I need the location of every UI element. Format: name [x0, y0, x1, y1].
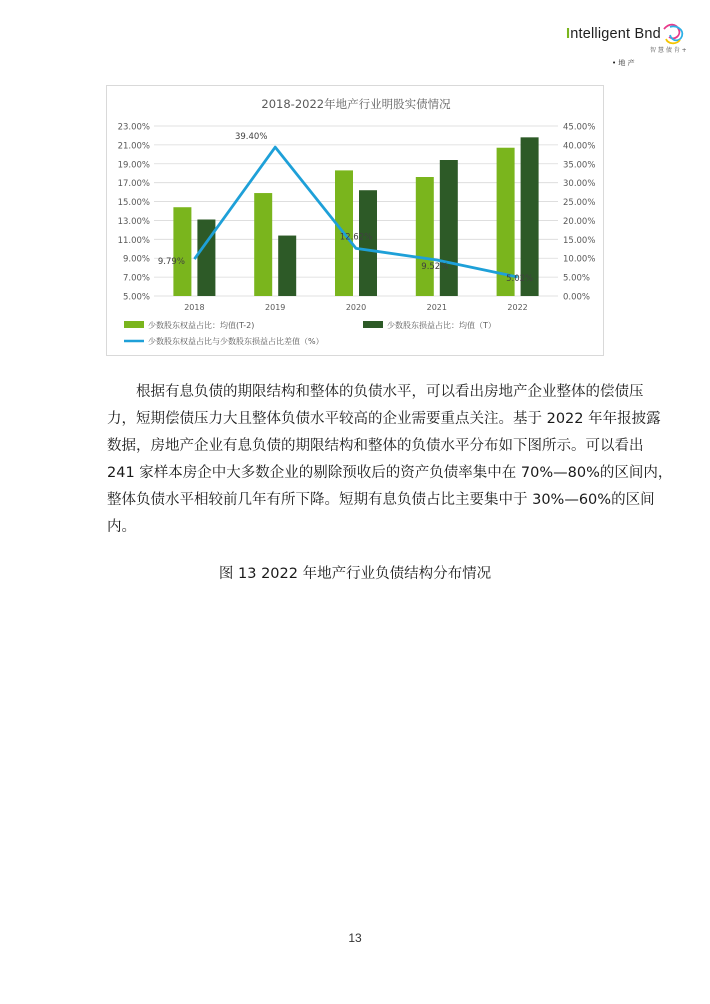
legend-swatch-bar-dark — [363, 321, 383, 328]
right-tick-label: 10.00% — [563, 254, 596, 265]
left-tick-label: 7.00% — [122, 273, 150, 284]
left-tick-label: 21.00% — [117, 141, 150, 152]
left-tick-label: 15.00% — [117, 198, 150, 209]
bar-minority-profit-ratio — [521, 137, 539, 296]
brand-logo — [566, 24, 686, 70]
section-label: • 地 产 — [612, 59, 635, 67]
legend-label: 少数股东权益占比：均值(T-2) — [148, 321, 255, 330]
paragraph-line: 内。 — [107, 519, 136, 535]
left-tick-label: 13.00% — [117, 216, 150, 227]
bar-line-chart — [107, 86, 605, 357]
right-tick-label: 35.00% — [563, 160, 596, 171]
right-tick-label: 5.00% — [563, 273, 591, 284]
right-tick-label: 30.00% — [563, 179, 596, 190]
x-tick-label: 2020 — [345, 303, 367, 312]
data-label: 5.02% — [506, 274, 534, 285]
paragraph-line: 力，短期偿债压力大且整体负债水平较高的企业需要重点关注。基于 2022 年年报披露 — [107, 411, 661, 427]
bars — [173, 137, 538, 296]
bar-minority-profit-ratio — [440, 160, 458, 296]
bar-minority-equity-ratio — [416, 177, 434, 296]
bar-minority-equity-ratio — [254, 193, 272, 296]
x-axis-ticks — [184, 303, 528, 312]
paragraph-line: 241 家样本房企中大多数企业的剔除预收后的资产负债率集中在 70%—80%的区间内， — [107, 465, 673, 481]
x-tick-label: 2021 — [426, 303, 447, 312]
legend — [124, 320, 496, 346]
logo-wordmark — [566, 26, 661, 42]
bar-minority-profit-ratio — [359, 190, 377, 296]
page-number: 13 — [348, 931, 362, 945]
right-tick-label: 25.00% — [563, 198, 596, 209]
bar-minority-profit-ratio — [278, 236, 296, 296]
data-label: 9.52% — [421, 262, 449, 273]
right-tick-label: 20.00% — [563, 216, 596, 227]
x-tick-label: 2019 — [265, 303, 286, 312]
series-line-difference — [194, 147, 517, 277]
data-label: 12.62% — [339, 232, 373, 243]
left-tick-label: 11.00% — [117, 235, 150, 246]
difference-line — [194, 147, 517, 277]
left-tick-label: 17.00% — [117, 179, 150, 190]
logo-chinese-tagline: 智 慧 债 肯 + — [650, 47, 687, 54]
legend-swatch-bar-light — [124, 321, 144, 328]
logo-end: nd — [644, 26, 661, 42]
x-tick-label: 2018 — [184, 303, 205, 312]
figure-caption: 图 13 2022 年地产行业负债结构分布情况 — [218, 566, 492, 582]
paragraph-line: 根据有息负债的期限结构和整体的负债水平，可以看出房地产企业整体的偿债压 — [136, 384, 644, 400]
paragraph-line: 整体负债水平相较前几年有所下降。短期有息负债占比主要集中于 30%—60%的区间 — [107, 492, 655, 508]
right-axis-ticks — [563, 123, 595, 303]
x-tick-label: 2022 — [507, 303, 528, 312]
left-tick-label: 9.00% — [122, 254, 150, 265]
knot-icon — [661, 23, 687, 47]
right-tick-label: 40.00% — [563, 141, 596, 152]
body-paragraph — [107, 379, 673, 541]
data-label: 9.79% — [157, 257, 185, 268]
left-tick-label: 19.00% — [117, 160, 150, 171]
left-axis-ticks — [118, 123, 150, 303]
logo-prefix: I — [566, 26, 571, 42]
chart-container — [106, 85, 604, 356]
right-tick-label: 0.00% — [563, 292, 591, 303]
left-tick-label: 5.00% — [122, 292, 150, 303]
right-tick-label: 15.00% — [563, 235, 596, 246]
left-tick-label: 23.00% — [117, 122, 150, 133]
bar-minority-profit-ratio — [197, 220, 215, 297]
bar-minority-equity-ratio — [173, 207, 191, 296]
data-label: 39.40% — [234, 132, 268, 143]
paragraph-line: 数据，房地产企业有息负债的期限结构和整体的负债水平分布如下图所示。可以看出 — [107, 438, 644, 454]
legend-label: 少数股东损益占比：均值（T） — [387, 321, 496, 330]
chart-title: 2018-2022年地产行业明股实债情况 — [261, 97, 451, 111]
legend-label: 少数股东权益占比与少数股东损益占比差值（%） — [148, 337, 324, 346]
right-tick-label: 45.00% — [563, 122, 596, 133]
logo-rest: ntelligent B — [570, 26, 645, 42]
